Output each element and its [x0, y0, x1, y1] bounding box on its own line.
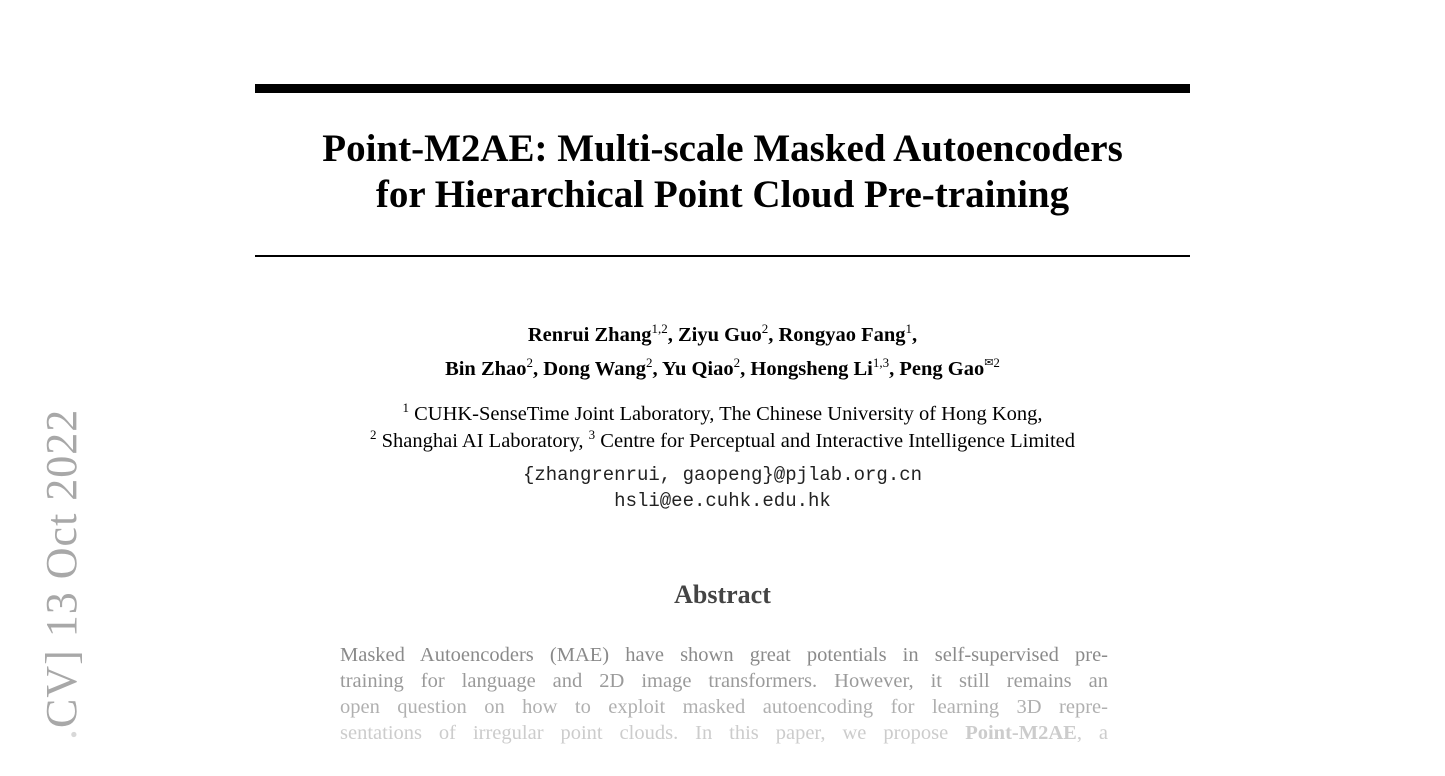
author-affiliation-mark: 2 — [526, 355, 534, 370]
author-separator: , — [889, 358, 900, 380]
author-affiliation-mark: 1 — [905, 321, 912, 336]
affiliation-line-1 — [255, 401, 1190, 428]
affiliation-line-2 — [255, 428, 1190, 455]
abstract-line-4 — [340, 720, 1108, 746]
author-affiliation-mark: 2 — [761, 321, 769, 336]
method-name: Point-M2AE — [965, 722, 1077, 744]
paper-title — [255, 126, 1190, 218]
author-emails — [255, 462, 1190, 514]
author-affiliation-mark: 2 — [993, 355, 1000, 370]
author-separator: , — [652, 358, 663, 380]
author-name: Hongsheng Li — [750, 358, 873, 380]
email-line-1: {zhangrenrui, gaopeng}@pjlab.org.cn — [522, 464, 923, 486]
abstract-heading: Abstract — [674, 580, 771, 609]
abstract-line-4-tail: , a — [1076, 722, 1108, 744]
author-name: Bin Zhao — [445, 358, 527, 380]
email-line-2: hsli@ee.cuhk.edu.hk — [614, 490, 831, 512]
author-name: Rongyao Fang — [778, 324, 906, 346]
author-separator: , — [667, 324, 678, 346]
author-separator: , — [912, 324, 918, 346]
author-affiliation-mark: 1,2 — [651, 321, 668, 336]
arxiv-side-stamp-tail: . — [37, 728, 86, 740]
author-name: Ziyu Guo — [677, 324, 762, 346]
title-bottom-rule — [255, 255, 1190, 257]
author-separator: , — [740, 358, 751, 380]
affiliations — [255, 401, 1190, 455]
affiliation-text: Shanghai AI Laboratory, — [381, 430, 584, 452]
arxiv-side-stamp-text: CV] 13 Oct 2022 — [37, 408, 86, 728]
author-name: Renrui Zhang — [527, 324, 652, 346]
author-name: Peng Gao — [899, 358, 985, 380]
abstract-body — [340, 642, 1108, 746]
abstract-line-1: Masked Autoencoders (MAE) have shown great potentials in self-supervised pre- — [340, 644, 1108, 666]
author-line-2: Bin Zhao$^2$, Dong Wang$^2$, Yu Qiao$^2$, Hongsheng Li$^{1,3}$, Peng Gao✉$^2$ — [445, 355, 1000, 380]
abstract-line-2: training for language and 2D image transformers. However, it still remains an — [340, 670, 1108, 692]
affiliation-mark: 3 — [588, 427, 596, 442]
author-affiliation-mark: 1,3 — [872, 355, 890, 370]
arxiv-side-stamp — [37, 408, 86, 740]
author-line-1 — [255, 318, 1190, 352]
author-affiliation-mark: 2 — [733, 355, 741, 370]
author-name: Dong Wang — [543, 358, 647, 380]
affiliation-text: Centre for Perceptual and Interactive Intelligence Limited — [600, 430, 1075, 452]
abstract-line-4-text: sentations of irregular point clouds. In this paper, we propose — [340, 722, 949, 744]
affiliation-text: CUHK-SenseTime Joint Laboratory, The Chinese University of Hong Kong, — [414, 403, 1043, 425]
author-separator: , — [768, 324, 779, 346]
affiliation-mark: 2 — [370, 427, 377, 442]
paper-title-line-2: for Hierarchical Point Cloud Pre-training — [375, 173, 1070, 216]
author-list — [255, 318, 1190, 386]
affiliation-mark: 1 — [402, 400, 409, 415]
paper-title-line-1: Point-M2AE: Multi-scale Masked Autoencoders — [322, 127, 1123, 170]
author-separator: , — [533, 358, 544, 380]
abstract-line-3: open question on how to exploit masked autoencoding for learning 3D repre- — [340, 696, 1108, 718]
author-name: Yu Qiao — [662, 358, 734, 380]
author-affiliation-mark: 2 — [646, 355, 653, 370]
title-top-rule — [255, 84, 1190, 93]
